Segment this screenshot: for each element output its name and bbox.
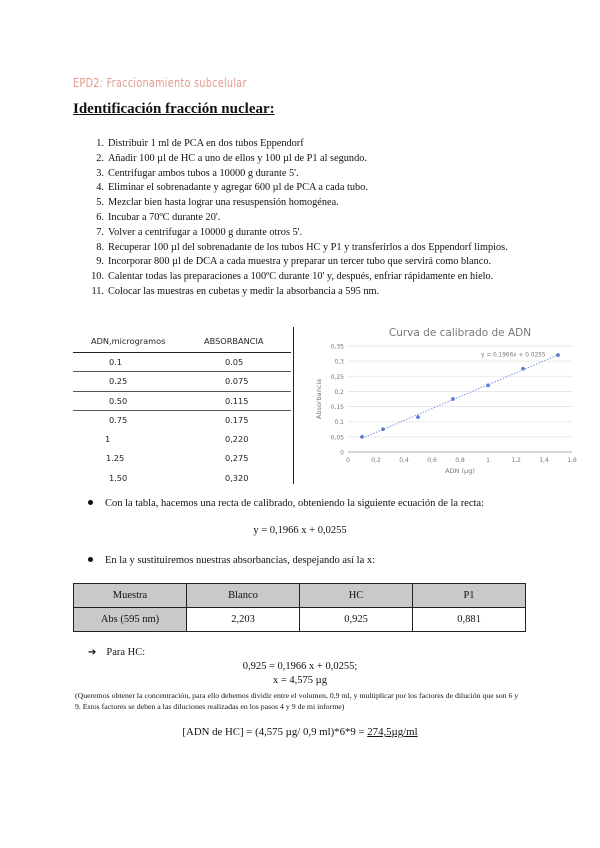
x-tick-label: 1,2 bbox=[511, 457, 521, 464]
list-item: 1. Distribuir 1 ml de PCA en dos tubos Eppendorf bbox=[96, 138, 304, 149]
table-row: 1.50 0,320 bbox=[109, 472, 249, 483]
arrow-right-icon: ➔ bbox=[88, 647, 97, 658]
table-row: 1.25 0,275 bbox=[106, 453, 249, 464]
data-point bbox=[486, 383, 490, 387]
list-item: 9. Incorporar 800 µl de DCA a cada muestra y preparar un tercer tubo que servirá como blanco. bbox=[96, 256, 492, 268]
explanatory-note: (Queremos obtener la concentración, para ello debemos dividir entre el volumen, 0,9 ml, y multiplicar por los factores de dilución que son 6 y 9. Estos factores se deben a las diluciones realizadas en los pasos 4 y 9 de mi informe) bbox=[75, 691, 519, 711]
x-tick-label: 0,2 bbox=[371, 457, 381, 464]
calibration-table bbox=[73, 333, 291, 487]
chart-title: Curva de calibrado de ADN bbox=[388, 327, 532, 339]
data-point bbox=[381, 427, 385, 431]
chart-background bbox=[312, 320, 584, 480]
x-tick-label: 1,6 bbox=[567, 457, 577, 464]
y-tick-label: 0,3 bbox=[334, 358, 344, 366]
calc-line-2: x = 4,575 µg bbox=[273, 675, 327, 686]
list-item: 11. Colocar las muestras en cubetas y medir la absorbancia a 595 nm. bbox=[91, 285, 380, 297]
calc-line-1: 0,925 = 0,1966 x + 0,0255; bbox=[242, 661, 358, 672]
trendline-label: y = 0.1966x + 0.0255 bbox=[481, 352, 546, 359]
table-row: 0.75 0.175 bbox=[73, 410, 291, 429]
y-tick-label: 0,05 bbox=[330, 434, 344, 442]
data-point bbox=[360, 435, 364, 439]
data-point bbox=[521, 367, 525, 371]
data-point bbox=[416, 415, 420, 419]
x-tick-label: 0,8 bbox=[455, 457, 465, 464]
para-hc: ➔ Para HC: bbox=[88, 647, 146, 658]
list-item: 7. Volver a centrifugar a 10000 g durante otros 5'. bbox=[96, 226, 303, 238]
table-divider bbox=[293, 327, 294, 484]
section-heading: Identificación fracción nuclear: bbox=[73, 101, 275, 117]
table-row: 1 0,220 bbox=[105, 434, 249, 445]
results-table bbox=[73, 583, 526, 632]
y-tick-label: 0,2 bbox=[334, 388, 344, 396]
data-point bbox=[451, 397, 455, 401]
x-tick-label: 0 bbox=[346, 457, 350, 464]
list-item: 6. Incubar a 70ºC durante 20'. bbox=[96, 211, 221, 223]
x-axis-label: ADN (µg) bbox=[445, 467, 475, 475]
list-item: 8. Recuperar 100 µl del sobrenadante de los tubos HC y P1 y transferirlos a dos Eppendorf limpios. bbox=[96, 241, 508, 253]
x-tick-label: 1,4 bbox=[539, 457, 549, 464]
table-row: 0.50 0.115 bbox=[73, 391, 291, 410]
y-tick-label: 0,35 bbox=[330, 343, 344, 351]
header-adn: ADN,microgramos bbox=[91, 336, 166, 346]
procedure-steps bbox=[88, 137, 548, 300]
bullet-icon bbox=[88, 500, 93, 505]
calibration-chart bbox=[312, 320, 584, 480]
x-tick-label: 0,6 bbox=[427, 457, 437, 464]
x-tick-label: 1 bbox=[486, 457, 490, 464]
y-axis-label: Absorbancia bbox=[315, 378, 323, 420]
list-item: 4. Eliminar el sobrenadante y agregar 600 µl de PCA a cada tubo. bbox=[96, 182, 368, 194]
bullet-calibration: Con la tabla, hacemos una recta de calibrado, obteniendo la siguiente ecuación de la recta: bbox=[88, 498, 484, 509]
table-row: Abs (595 nm) 2,203 0,925 0,881 bbox=[74, 608, 526, 632]
page-title: EPD2: Fraccionamiento subcelular bbox=[73, 75, 247, 90]
table-header bbox=[73, 333, 291, 352]
final-result: [ADN de HC] = (4,575 µg/ 0,9 ml)*6*9 = 274,5µg/ml bbox=[182, 726, 418, 738]
header-absorbancia: ABSORBANCIA bbox=[204, 336, 264, 346]
data-point bbox=[556, 353, 560, 357]
table-row: 0.1 0.05 bbox=[73, 352, 291, 371]
y-tick-label: 0 bbox=[340, 449, 344, 457]
list-item: 10. Calentar todas las preparaciones a 100ºC durante 10' y, después, enfriar rápidamente en hielo. bbox=[91, 271, 494, 283]
list-item: 5. Mezclar bien hasta lograr una resuspensión homogénea. bbox=[96, 197, 339, 209]
y-tick-label: 0,15 bbox=[330, 404, 344, 412]
list-item: 2. Añadir 100 µl de HC a uno de ellos y 100 µl de P1 al segundo. bbox=[96, 152, 367, 164]
x-tick-label: 0,4 bbox=[399, 457, 409, 464]
list-item: 3. Centrifugar ambos tubos a 10000 g durante 5'. bbox=[96, 167, 299, 179]
bullet-icon bbox=[88, 557, 93, 562]
bullet-substitution: En la y sustituiremos nuestras absorbancias, despejando así la x: bbox=[88, 555, 375, 566]
line-equation: y = 0,1966 x + 0,0255 bbox=[253, 525, 347, 536]
y-tick-label: 0,25 bbox=[330, 373, 344, 381]
table-row: Muestra Blanco HC P1 bbox=[74, 584, 526, 608]
y-tick-label: 0,1 bbox=[334, 419, 344, 427]
table-row: 0.25 0.075 bbox=[73, 371, 291, 390]
